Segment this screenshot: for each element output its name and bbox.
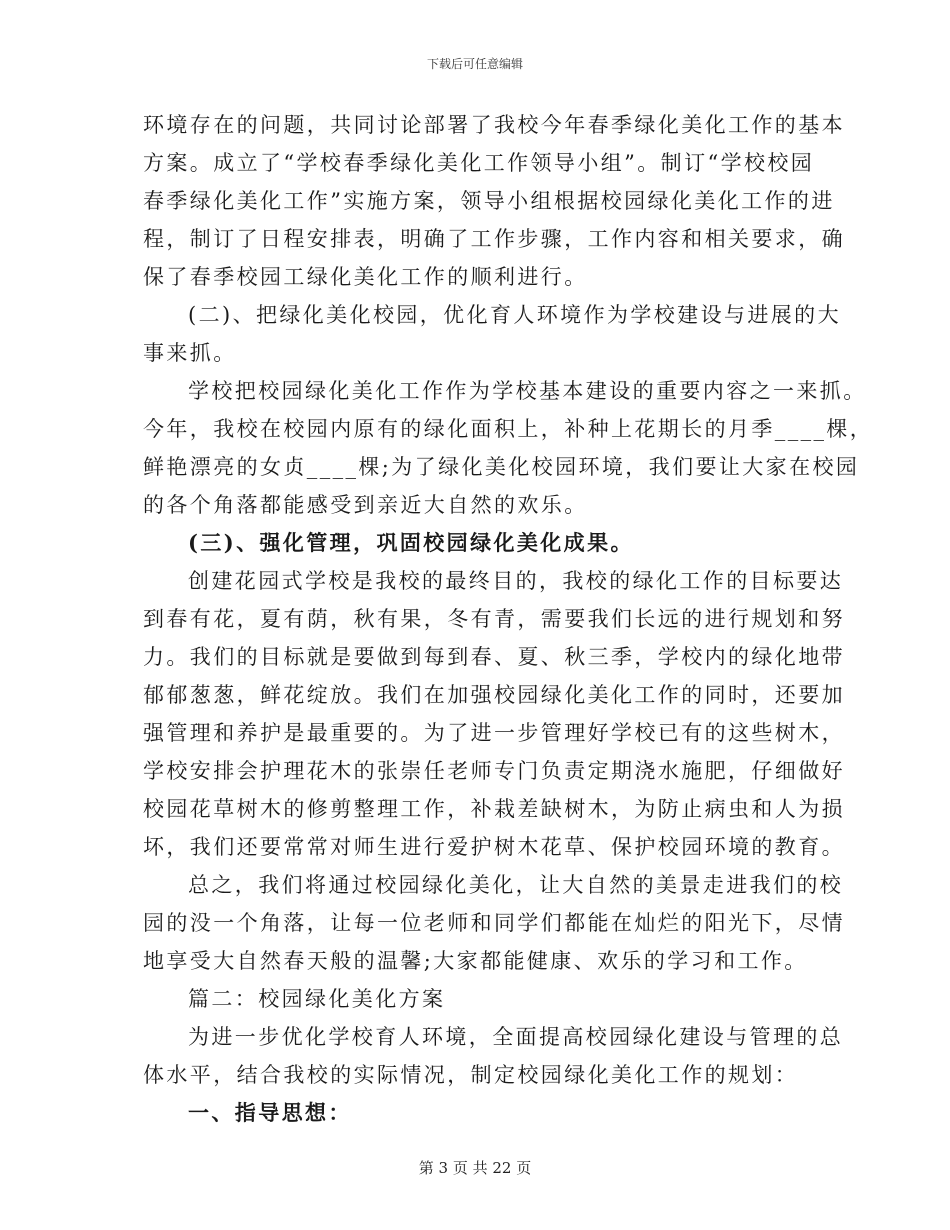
paragraph-line: 力。我们的目标就是要做到每到春、夏、秋三季，学校内的绿化地带 (143, 645, 845, 669)
paragraph-line: 程，制订了日程安排表，明确了工作步骤，工作内容和相关要求，确 (143, 227, 845, 251)
paragraph-line: 校园花草树木的修剪整理工作，补栽差缺树木，为防止病虫和人为损 (143, 797, 845, 821)
paragraph-line: 到春有花，夏有荫，秋有果，冬有青，需要我们长远的进行规划和努 (143, 607, 845, 631)
section-heading-3: (三)、强化管理，巩固校园绿化美化成果。 (188, 530, 634, 555)
paragraph-line: 学校安排会护理花木的张崇任老师专门负责定期浇水施肥，仔细做好 (143, 759, 845, 783)
paragraph-line: 为进一步优化学校育人环境，全面提高校园绿化建设与管理的总 (188, 1025, 844, 1049)
paragraph-line: 学校把校园绿化美化工作作为学校基本建设的重要内容之一来抓。 (188, 379, 867, 403)
section-heading-2: (二)、把绿化美化校园，优化育人环境作为学校建设与进展的大 (188, 303, 841, 327)
paragraph-line: 的各个角落都能感受到亲近大自然的欢乐。 (143, 493, 588, 517)
paragraph-line: 体水平，结合我校的实际情况，制定校园绿化美化工作的规划： (143, 1063, 799, 1087)
paragraph-line: 创建花园式学校是我校的最终目的，我校的绿化工作的目标要达 (188, 569, 844, 593)
paragraph-line: 保了春季校园工绿化美化工作的顺利进行。 (143, 265, 588, 289)
paragraph-line: 强管理和养护是最重要的。为了进一步管理好学校已有的这些树木， (143, 721, 845, 745)
paragraph-line: 坏，我们还要常常对师生进行爱护树木花草、保护校园环境的教育。 (143, 835, 845, 859)
page-header: 下载后可任意编辑 (426, 57, 523, 71)
paragraph-line: 今年，我校在校园内原有的绿化面积上，补种上花期长的月季____棵， (143, 417, 874, 441)
document-body (143, 106, 874, 1132)
paragraph-line: 事来抓。 (143, 341, 237, 365)
paragraph-line: 园的没一个角落，让每一位老师和同学们都能在灿烂的阳光下，尽情 (143, 911, 845, 935)
paragraph-line: 总之，我们将通过校园绿化美化，让大自然的美景走进我们的校 (188, 873, 844, 897)
section-heading-guiding-ideas: 一、指导思想： (188, 1100, 352, 1125)
paragraph-line: 地享受大自然春天般的温馨;大家都能健康、欢乐的学习和工作。 (143, 949, 808, 973)
page-number: 第 3 页 共 22 页 (418, 1159, 532, 1177)
paragraph-line: 环境存在的问题，共同讨论部署了我校今年春季绿化美化工作的基本 (143, 113, 845, 137)
paragraph-line: 郁郁葱葱，鲜花绽放。我们在加强校园绿化美化工作的同时，还要加 (143, 683, 845, 707)
subtitle-part-two: 篇二：校园绿化美化方案 (188, 987, 446, 1011)
paragraph-line: 春季绿化美化工作”实施方案，领导小组根据校园绿化美化工作的进 (143, 189, 835, 213)
paragraph-line: 方案。成立了“学校春季绿化美化工作领导小组”。制订“学校校园 (143, 151, 815, 175)
paragraph-line: 鲜艳漂亮的女贞____棵;为了绿化美化校园环境，我们要让大家在校园 (143, 455, 860, 479)
